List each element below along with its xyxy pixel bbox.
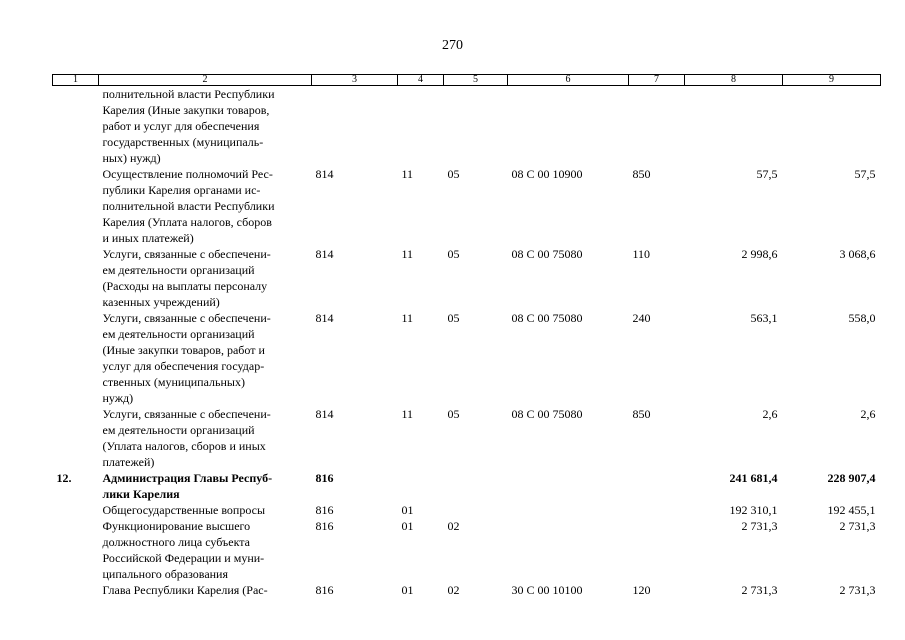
grbs-code: 816: [315, 471, 334, 485]
amount-year-2: 2 731,3: [839, 519, 876, 533]
section-code: 11: [401, 311, 414, 325]
section-code: 01: [401, 503, 414, 517]
column-number-header: 6: [508, 75, 629, 86]
expense-name: Услуги, связанные с обеспечени- ем деятельности организаций (Иные закупки товаров, работ и услуг для обеспечения государ- ственных (муниципальных) нужд): [102, 311, 271, 405]
expense-name: Общегосударственные вопросы: [102, 503, 266, 517]
budget-table: [52, 74, 881, 598]
amount-year-1: 2 731,3: [741, 583, 778, 597]
subsection-code: 02: [447, 519, 460, 533]
section-code: 11: [401, 167, 414, 181]
target-article-code: [508, 518, 629, 582]
expense-type-code: 240: [632, 311, 651, 325]
target-article-code: 08 С 00 75080: [511, 311, 583, 325]
expense-type-code: [629, 86, 685, 167]
table-row: [53, 518, 881, 582]
row-number: [53, 502, 99, 518]
row-number: [53, 406, 99, 470]
table-row: [53, 310, 881, 406]
table-body: [53, 86, 881, 599]
subsection-code: 05: [447, 247, 460, 261]
column-number-header: 2: [99, 75, 312, 86]
expense-type-code: [629, 470, 685, 502]
grbs-code: 814: [315, 407, 334, 421]
amount-year-2: 2,6: [860, 407, 876, 421]
column-number-header: 7: [629, 75, 685, 86]
table-row: [53, 166, 881, 246]
section-code: [398, 470, 444, 502]
amount-year-1: 563,1: [750, 311, 778, 325]
subsection-code: 05: [447, 407, 460, 421]
table-row: [53, 86, 881, 167]
subsection-code: 05: [447, 311, 460, 325]
amount-year-2: 3 068,6: [839, 247, 876, 261]
subsection-code: [444, 470, 508, 502]
grbs-code: [312, 86, 398, 167]
amount-year-1: 57,5: [756, 167, 778, 181]
amount-year-1: 2 731,3: [741, 519, 778, 533]
section-code: [398, 86, 444, 167]
amount-year-2: 228 907,4: [827, 471, 876, 485]
amount-year-1: 2 998,6: [741, 247, 778, 261]
column-number-header: 3: [312, 75, 398, 86]
amount-year-2: 558,0: [848, 311, 876, 325]
expense-name: Администрация Главы Респуб- лики Карелия: [102, 471, 273, 501]
page-number: 270: [442, 38, 463, 53]
section-code: 01: [401, 519, 414, 533]
grbs-code: 814: [315, 247, 334, 261]
row-number: [53, 518, 99, 582]
row-number: [53, 166, 99, 246]
expense-type-code: [629, 518, 685, 582]
column-number-header: 1: [53, 75, 99, 86]
expense-type-code: 850: [632, 167, 651, 181]
subsection-code: 02: [447, 583, 460, 597]
row-number: [53, 582, 99, 598]
amount-year-1: 192 310,1: [729, 503, 778, 517]
row-number: 12.: [56, 471, 72, 485]
column-number-header: 4: [398, 75, 444, 86]
grbs-code: 814: [315, 311, 334, 325]
section-code: 11: [401, 407, 414, 421]
grbs-code: 814: [315, 167, 334, 181]
target-article-code: [508, 470, 629, 502]
target-article-code: [508, 86, 629, 167]
amount-year-2: [783, 86, 881, 167]
expense-type-code: 120: [632, 583, 651, 597]
table-row: [53, 502, 881, 518]
column-number-header: 9: [783, 75, 881, 86]
subsection-code: [444, 86, 508, 167]
table-row: [53, 582, 881, 598]
amount-year-2: 2 731,3: [839, 583, 876, 597]
table-row: [53, 246, 881, 310]
target-article-code: 08 С 00 75080: [511, 407, 583, 421]
target-article-code: 08 С 00 75080: [511, 247, 583, 261]
row-number: [53, 246, 99, 310]
amount-year-2: 192 455,1: [827, 503, 876, 517]
amount-year-2: 57,5: [854, 167, 876, 181]
grbs-code: 816: [315, 503, 334, 517]
amount-year-1: 2,6: [762, 407, 778, 421]
column-number-header: 5: [444, 75, 508, 86]
expense-name: полнительной власти Республики Карелия (Иные закупки товаров, работ и услуг для обеспечения государственных (муниципаль- ных) нужд): [102, 87, 275, 165]
target-article-code: [508, 502, 629, 518]
table-row: [53, 470, 881, 502]
amount-year-1: [685, 86, 783, 167]
subsection-code: [444, 502, 508, 518]
expense-type-code: [629, 502, 685, 518]
grbs-code: 816: [315, 583, 334, 597]
subsection-code: 05: [447, 167, 460, 181]
amount-year-1: 241 681,4: [729, 471, 778, 485]
expense-name: Услуги, связанные с обеспечени- ем деятельности организаций (Уплата налогов, сборов и иных платежей): [102, 407, 271, 469]
row-number: [53, 86, 99, 167]
expense-name: Функционирование высшего должностного лица субъекта Российской Федерации и муни- ципального образования: [102, 519, 265, 581]
table-row: [53, 406, 881, 470]
section-code: 11: [401, 247, 414, 261]
section-code: 01: [401, 583, 414, 597]
row-number: [53, 310, 99, 406]
grbs-code: 816: [315, 519, 334, 533]
target-article-code: 30 С 00 10100: [511, 583, 583, 597]
expense-name: Глава Республики Карелия (Рас-: [102, 583, 268, 597]
column-number-header: 8: [685, 75, 783, 86]
column-number-header-row: [53, 75, 881, 86]
target-article-code: 08 С 00 10900: [511, 167, 583, 181]
expense-type-code: 110: [632, 247, 651, 261]
expense-name: Услуги, связанные с обеспечени- ем деятельности организаций (Расходы на выплаты персоналу казенных учреждений): [102, 247, 271, 309]
expense-name: Осуществление полномочий Рес- публики Карелия органами ис- полнительной власти Республики Карелия (Уплата налогов, сборов и иных платежей): [102, 167, 275, 245]
expense-type-code: 850: [632, 407, 651, 421]
